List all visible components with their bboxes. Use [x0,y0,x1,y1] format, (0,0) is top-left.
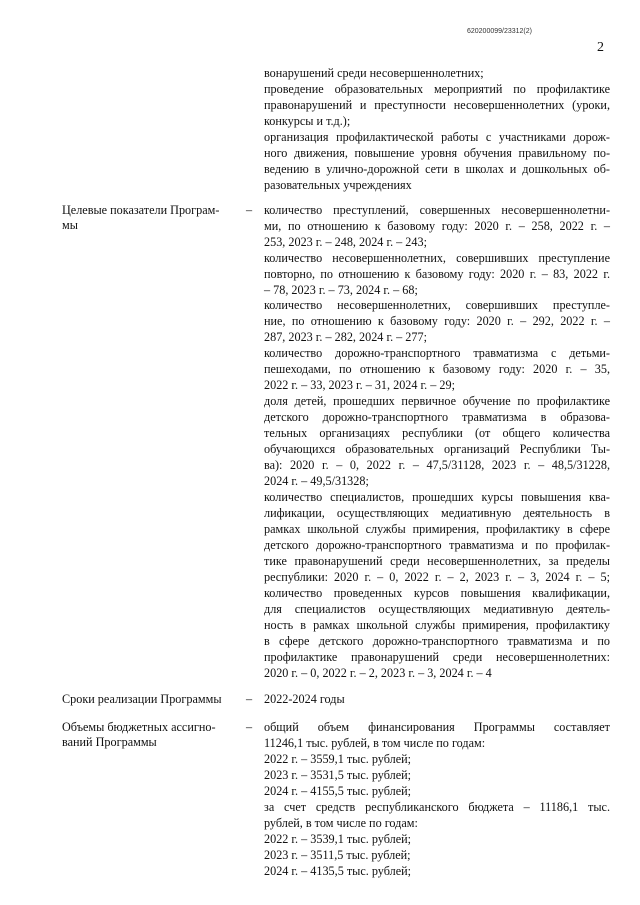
text-line: 2024 г. – 4135,5 тыс. рублей; [264,864,412,878]
text-line: ность в рамках школьной службы примирения, профилактику [264,618,610,632]
document-id: 620200099/23312(2) [466,28,532,35]
text-line: общий объем финансирования Программы составляет [264,720,610,734]
text-line: количество несовершеннолетних, совершивших преступле- [264,298,610,312]
text-line: количество специалистов, прошедших курсы повышения ква- [264,490,610,504]
text-line: 2023 г. – 3531,5 тыс. рублей; [264,768,412,782]
text-line: 2022 г. – 33, 2023 г. – 31, 2024 г. – 29; [264,378,455,392]
text-line: тельных организациях республики (от общего количества [264,426,610,440]
page-number: 2 [597,40,604,55]
text-line: ведению в улично-дорожной сети в школах и дошкольных об- [264,162,610,176]
section-label: мы [62,218,78,232]
text-line: 2024 г. – 4155,5 тыс. рублей; [264,784,412,798]
text-line: конкурсы и т.д.); [264,114,351,128]
label-dash: – [246,720,253,734]
text-line: детского дорожно-транспортного травматизма в образова- [264,410,610,424]
text-line: 287, 2023 г. – 282, 2024 г. – 277; [264,330,427,344]
text-line: рублей, в том числе по годам: [264,816,418,830]
text-line: правонарушений и преступности несовершеннолетних (уроки, [264,98,610,112]
text-line: организация профилактической работы с участниками дорож- [264,130,610,144]
label-dash: – [246,203,253,217]
text-line: 253, 2023 г. – 248, 2024 г. – 243; [264,235,427,249]
section-label: Целевые показатели Програм- [62,203,220,217]
text-line: 2020 г. – 0, 2022 г. – 2, 2023 г. – 3, 2024 г. – 4 [264,666,492,680]
text-line: обучающихся образовательных организаций Республики Ты- [264,442,610,456]
text-line: 2022-2024 годы [264,692,345,706]
text-line: повторно, по отношению к базовому году: 2020 г. – 83, 2022 г. [264,267,610,281]
text-line: ного движения, повышение уровня обучения правильному по- [264,146,610,160]
text-line: доля детей, прошедших первичное обучение по профилактике [264,394,610,408]
text-line: 2022 г. – 3539,1 тыс. рублей; [264,832,412,846]
text-line: количество преступлений, совершенных несовершеннолетни- [264,203,610,217]
text-line: тике правонарушений среди несовершеннолетних, за пределы [264,554,610,568]
text-line: количество несовершеннолетних, совершивших преступление [264,251,610,265]
label-dash: – [246,692,253,706]
text-line: республики: 2020 г. – 0, 2022 г. – 2, 2023 г. – 3, 2024 г. – 5; [264,570,610,584]
text-line: для специалистов осуществляющих медиативную деятель- [264,602,610,616]
text-line: рамках школьной службы примирения, профилактику в сфере [264,522,610,536]
text-line: 11246,1 тыс. рублей, в том числе по годам: [264,736,486,750]
text-line: за счет средств республиканского бюджета – 11186,1 тыс. [264,800,610,814]
text-line: количество проведенных курсов повышения квалификации, [264,586,610,600]
text-line: вонарушений среди несовершеннолетних; [264,66,484,80]
text-line: количество дорожно-транспортного травматизма с детьми- [264,346,610,360]
text-line: – 78, 2023 г. – 73, 2024 г. – 68; [264,283,418,297]
text-line: ние, по отношению к базовому году: 2020 г. – 292, 2022 г. – [264,314,610,328]
section-label: Объемы бюджетных ассигно- [62,720,216,734]
text-line: 2024 г. – 49,5/31328; [264,474,369,488]
text-line: пешеходами, по отношению к базовому году: 2020 г. – 35, [264,362,610,376]
text-line: в сфере детского дорожно-транспортного травматизма и по [264,634,610,648]
text-line: 2023 г. – 3511,5 тыс. рублей; [264,848,411,862]
text-line: разовательных учреждениях [264,178,412,192]
text-line: профилактике правонарушений среди несовершеннолетних: [264,650,610,664]
text-line: ми, по отношению к базовому году: 2020 г. – 258, 2022 г. – [264,219,610,233]
text-line: лификации, осуществляющих медиативную деятельность в [264,506,610,520]
section-label: Сроки реализации Программы [62,692,222,706]
text-line: ва): 2020 г. – 0, 2022 г. – 47,5/31128, 2023 г. – 48,5/31228, [264,458,610,472]
section-label: ваний Программы [62,735,157,749]
text-line: проведение образовательных мероприятий по профилактике [264,82,610,96]
text-line: детского дорожно-транспортного травматизма и по профилак- [264,538,610,552]
text-line: 2022 г. – 3559,1 тыс. рублей; [264,752,412,766]
